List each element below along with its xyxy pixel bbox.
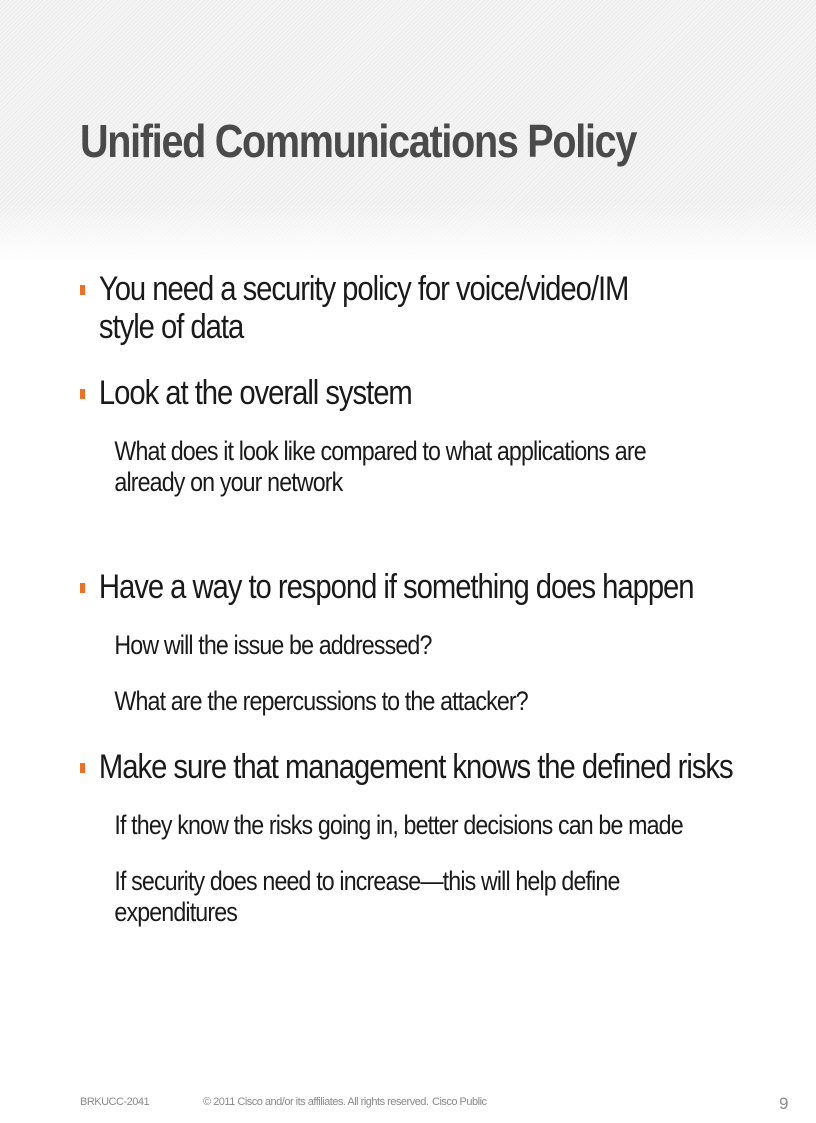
bullet-text: You need a security policy for voice/video/IM style of data xyxy=(98,270,629,346)
bullet-text: Have a way to respond if something does happen xyxy=(98,568,694,606)
footer-copyright: © 2011 Cisco and/or its affiliates. All rights reserved. xyxy=(203,1096,429,1108)
bullet-text: Look at the overall system xyxy=(98,374,412,412)
bullet-item xyxy=(80,270,753,346)
page-number: 9 xyxy=(779,1094,789,1113)
sub-bullet-item: How will the issue be addressed? xyxy=(114,630,432,660)
bullet-marker-icon xyxy=(80,763,85,773)
bullet-item xyxy=(80,748,753,786)
sub-bullet-item: What are the repercussions to the attacker? xyxy=(114,686,528,716)
footer-classification: Cisco Public xyxy=(432,1096,487,1108)
bullet-marker-icon xyxy=(80,583,85,593)
bullet-marker-icon xyxy=(80,285,85,295)
bullet-item xyxy=(80,374,753,412)
sub-bullet-item: If security does need to increase—this will help define expenditures xyxy=(114,866,620,927)
bullet-item xyxy=(80,568,753,606)
sub-bullet-item: What does it look like compared to what applications are already on your network xyxy=(114,436,646,497)
bullet-text: Make sure that management knows the defined risks xyxy=(98,748,733,786)
bullet-marker-icon xyxy=(80,389,85,399)
slide-title: Unified Communications Policy xyxy=(80,115,637,167)
footer-session-code: BRKUCC-2041 xyxy=(80,1096,150,1108)
sub-bullet-item: If they know the risks going in, better decisions can be made xyxy=(114,810,683,840)
